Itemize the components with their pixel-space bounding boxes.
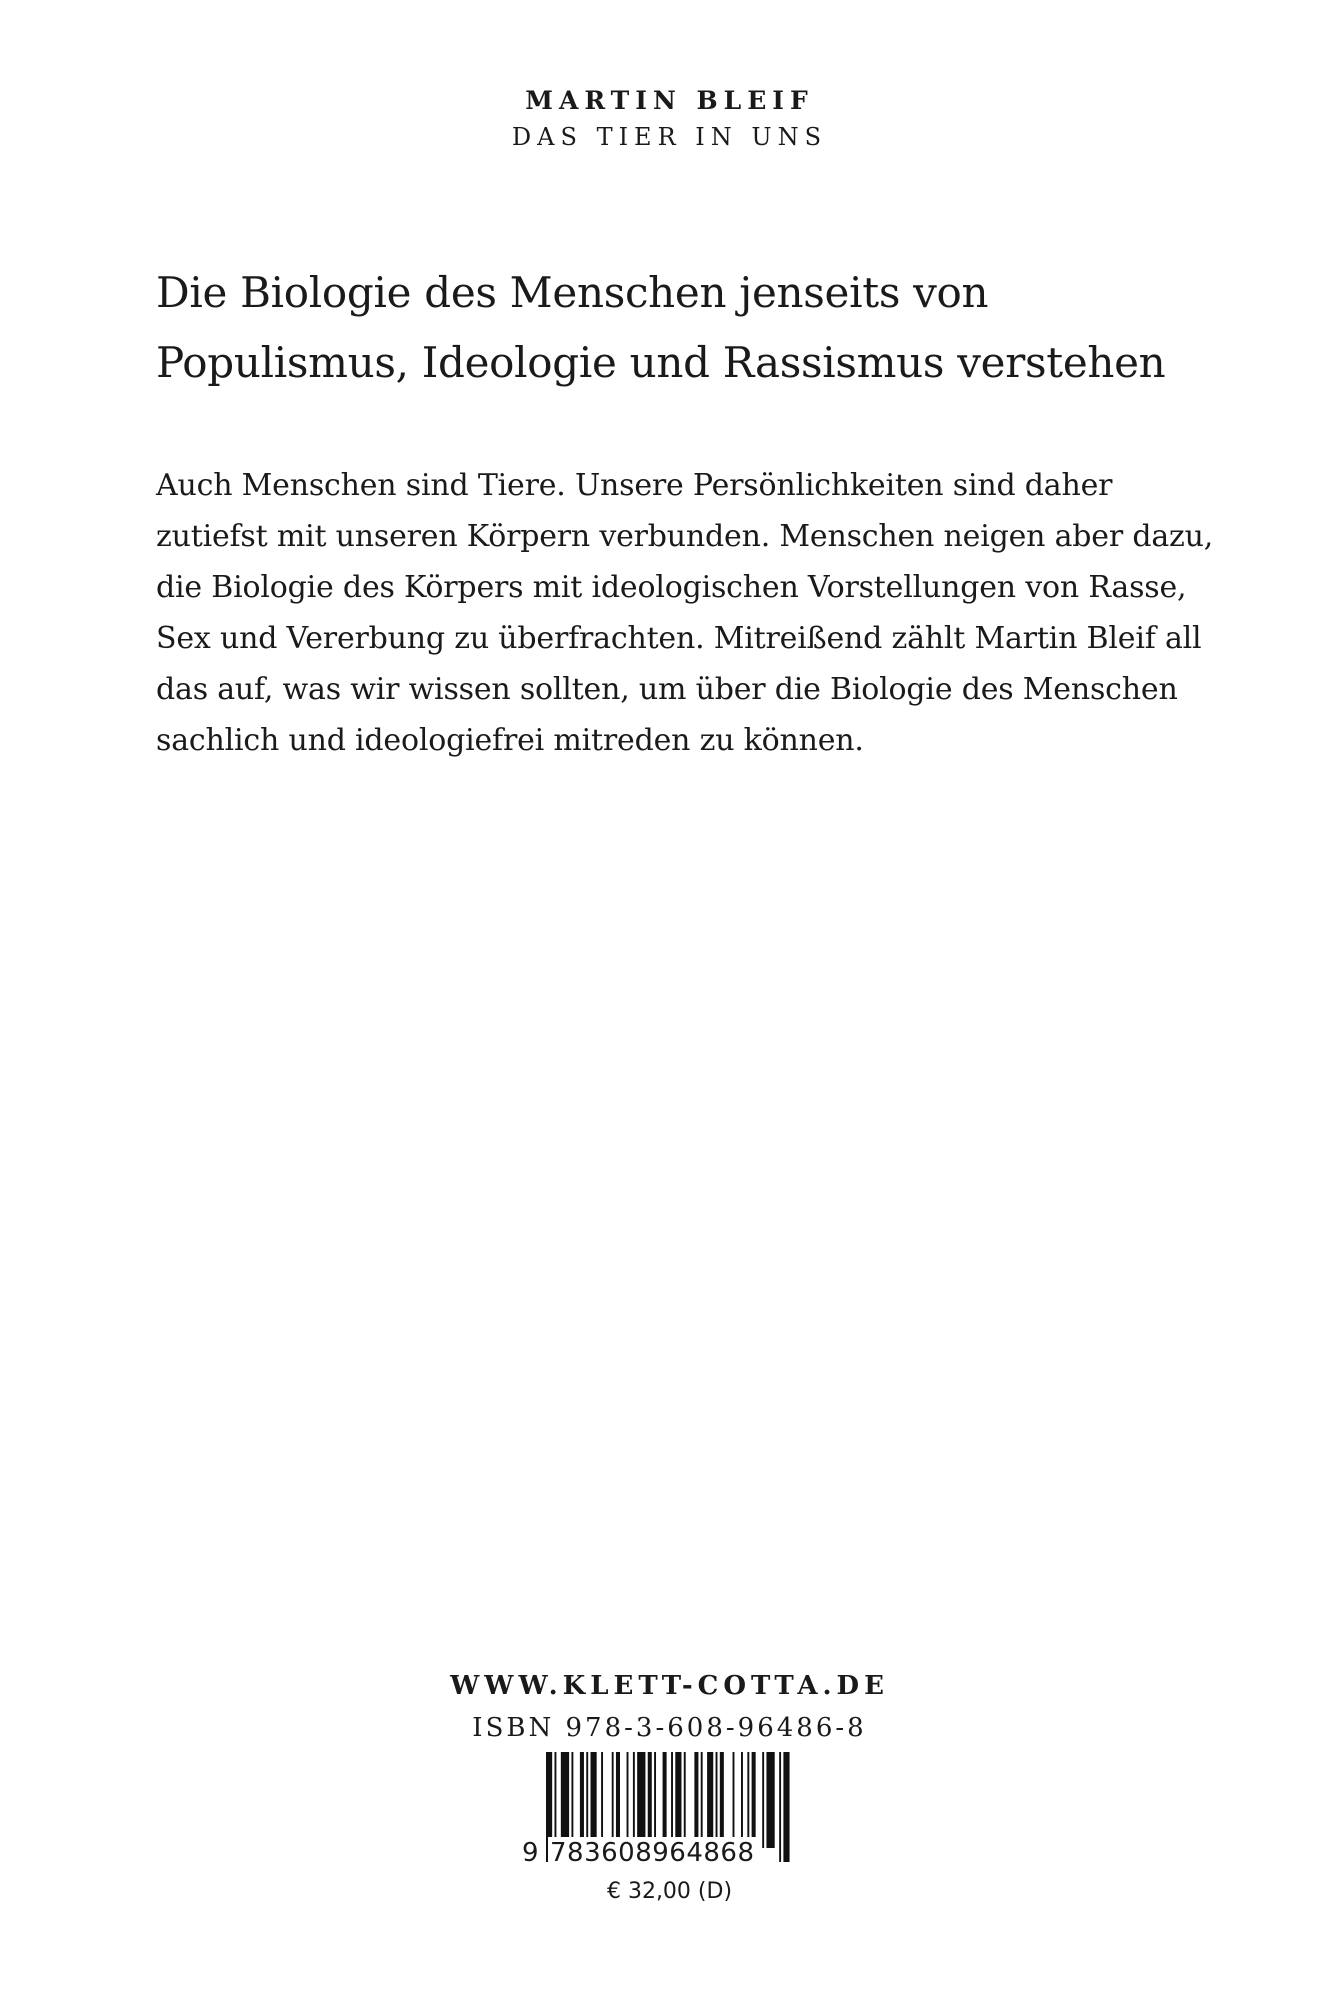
barcode-bar [701,1752,703,1848]
barcode-bar [561,1752,569,1848]
barcode-bar [733,1752,735,1848]
barcode-bar [762,1752,764,1848]
barcode-bar [747,1752,749,1848]
barcode-bar [627,1752,629,1848]
barcode-bar [586,1752,588,1848]
isbn-line: ISBN 978-3-608-96486-8 [472,1713,867,1743]
barcode-digit-string: 783608964868 [550,1838,755,1868]
barcode-first-digit: 9 [522,1838,540,1868]
barcode-bar [766,1752,774,1848]
barcode-bar [648,1752,652,1848]
barcode-bar [663,1752,667,1848]
book-title: DAS TIER IN UNS [511,123,828,151]
barcode-bar [741,1752,743,1848]
barcode-bar [612,1752,614,1848]
author-name: MARTIN BLEIF [525,86,814,115]
headline: Die Biologie des Menschen jenseits von Populismus, Ideologie und Rassismus verstehen [156,268,1166,387]
price-tag: € 32,00 (D) [606,1879,733,1904]
barcode-number [520,1837,820,1869]
barcode-bar [720,1752,724,1848]
barcode-bar [716,1752,718,1848]
barcode-bar [694,1752,698,1848]
barcode-bar [571,1752,573,1848]
publisher-website: WWW.KLETT-COTTA.DE [450,1671,889,1701]
barcode-bar [591,1752,597,1848]
barcode-bar [684,1752,686,1848]
barcode-bar [675,1752,681,1848]
barcode-bar [752,1752,756,1848]
barcode-bar [633,1752,635,1848]
barcode-bar [580,1752,584,1848]
barcode-bar [654,1752,656,1848]
barcode-bar [637,1752,645,1848]
barcode-bar [707,1752,713,1848]
blurb-text: Auch Menschen sind Tiere. Unsere Persönlichkeiten sind daher zutiefst mit unseren Körpern verbunden. Menschen neigen aber dazu, die Biologie des Körpers mit ideologischen Vorstellungen von Rasse, Sex und Vererbung zu überfrachten. Mitreißend zählt Martin Bleif all das auf, was wir wissen sollten, um über die Biologie des Menschen sachlich und ideologiefrei mitreden zu können. [156,468,1214,758]
barcode-bar [616,1752,620,1848]
barcode-bar [601,1752,603,1848]
